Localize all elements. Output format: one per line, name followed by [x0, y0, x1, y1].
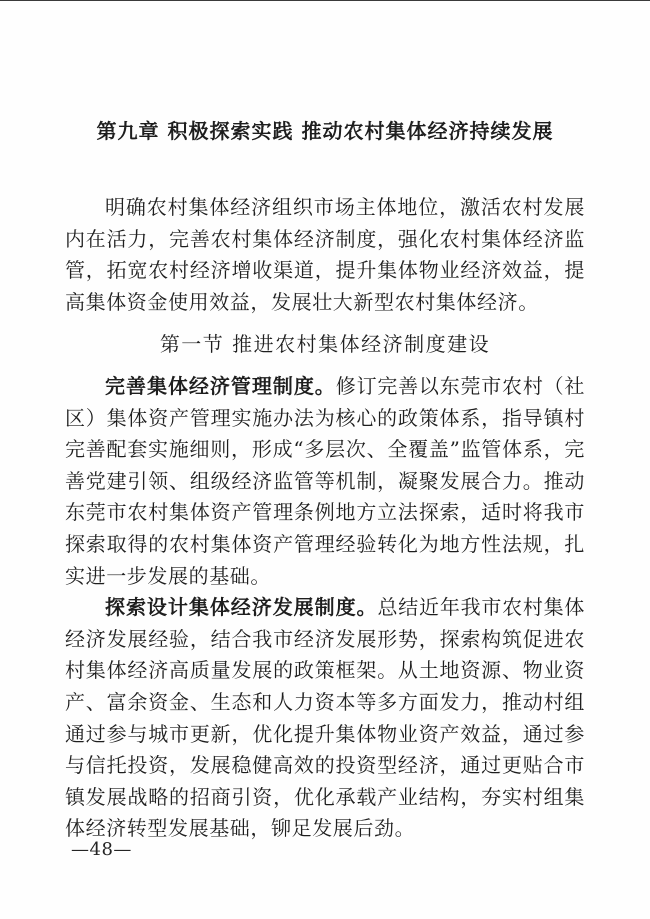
chapter-title: 第九章 积极探索实践 推动农村集体经济持续发展 [96, 119, 554, 143]
paragraph-develop-system-body: 总结近年我市农村集体经济发展经验，结合我市经济发展形势，探索构筑促进农村集体经济高质量发展的政策框架。从土地资源、物业资产、富余资金、生态和人力资本等多方面发力，推动村组通过参与城市更新，优化提升集体物业资产效益，通过参与信托投资，发展稳健高效的投资型经济，通过更贴合市镇发展战略的招商引资，优化承载产业结构，夯实村组集体经济转型发展基础，铆足发展后劲。 [65, 595, 586, 841]
intro-paragraph: 明确农村集体经济组织市场主体地位，激活农村发展内在活力，完善农村集体经济制度，强化农村集体经济监管，拓宽农村经济增收渠道，提升集体物业经济效益，提高集体资金使用效益，发展壮大新型农村集体经济。 [65, 195, 585, 314]
page-top-edge-line [0, 0, 650, 1]
section-heading: 第一节 推进农村集体经济制度建设 [159, 332, 491, 357]
paragraph-develop-system [65, 592, 585, 845]
paragraph-manage-system-lead: 完善集体经济管理制度。 [105, 373, 336, 398]
page-number: —48— [71, 839, 132, 860]
paragraph-manage-system [65, 371, 585, 592]
paragraph-manage-system-body: 修订完善以东莞市农村（社区）集体资产管理实施办法为核心的政策体系，指导镇村完善配套实施细则，形成“多层次、全覆盖”监管体系，完善党建引领、组级经济监管等机制，凝聚发展合力。推动东莞市农村集体资产管理条例地方立法探索，适时将我市探索取得的农村集体资产管理经验转化为地方性法规，扎实进一步发展的基础。 [65, 373, 585, 588]
paragraph-develop-system-lead: 探索设计集体经济发展制度。 [105, 595, 378, 620]
